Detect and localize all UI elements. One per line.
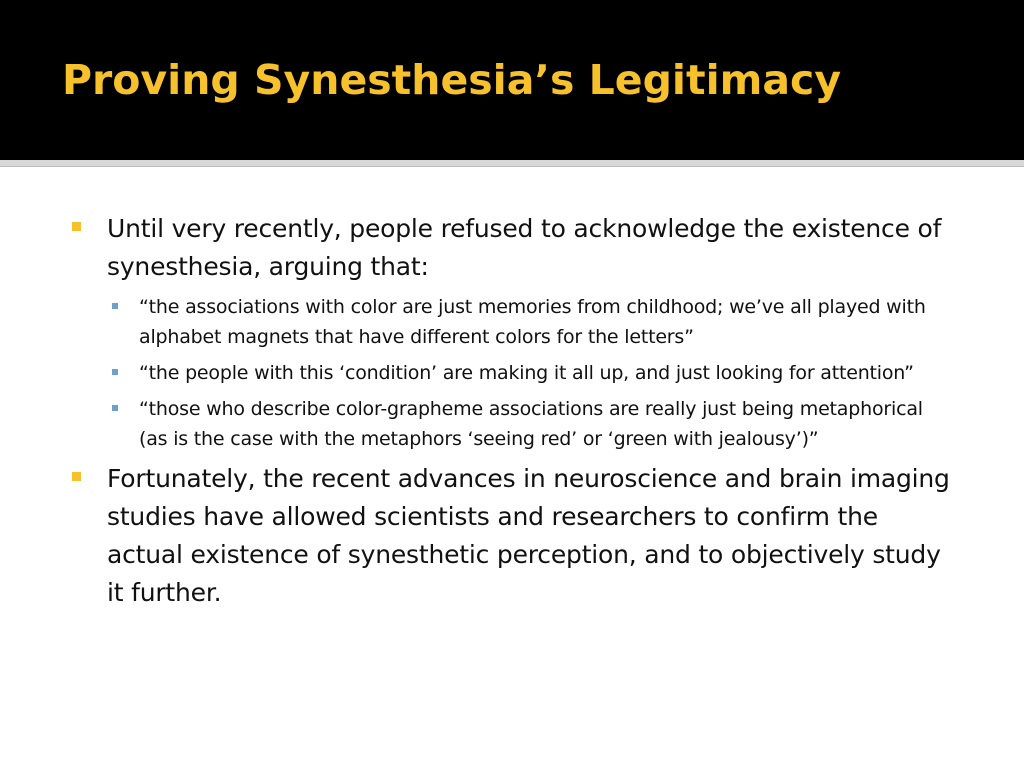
square-bullet-icon: [72, 472, 81, 481]
title-bar: [0, 0, 1024, 160]
sub-bullet-item: [72, 394, 952, 454]
slide-title: Proving Synesthesia’s Legitimacy: [62, 56, 842, 104]
small-square-bullet-icon: [112, 369, 118, 375]
sub-bullet-text: “those who describe color-grapheme associations are really just being metaphorical (as is the case with the metaphors ‘seeing red’ or ‘green with jealousy’)”: [139, 398, 923, 450]
bullet-text: Until very recently, people refused to acknowledge the existence of synesthesia, arguing that:: [107, 214, 942, 281]
bullet-text: Fortunately, the recent advances in neuroscience and brain imaging studies have allowed scientists and researchers to confirm the actual existence of synesthetic perception, and to objectively study it further.: [107, 464, 950, 607]
square-bullet-icon: [72, 222, 81, 231]
bullet-item: [72, 210, 952, 286]
sub-bullet-item: [72, 358, 952, 388]
sub-bullet-item: [72, 292, 952, 352]
title-divider: [0, 160, 1024, 167]
sub-bullet-text: “the people with this ‘condition’ are making it all up, and just looking for attention”: [139, 362, 914, 384]
sub-bullet-text: “the associations with color are just memories from childhood; we’ve all played with alphabet magnets that have different colors for the letters”: [139, 296, 926, 348]
small-square-bullet-icon: [112, 405, 118, 411]
bullet-item: [72, 460, 952, 612]
sub-bullet-list: [72, 292, 952, 454]
small-square-bullet-icon: [112, 303, 118, 309]
slide-content: [72, 210, 952, 612]
